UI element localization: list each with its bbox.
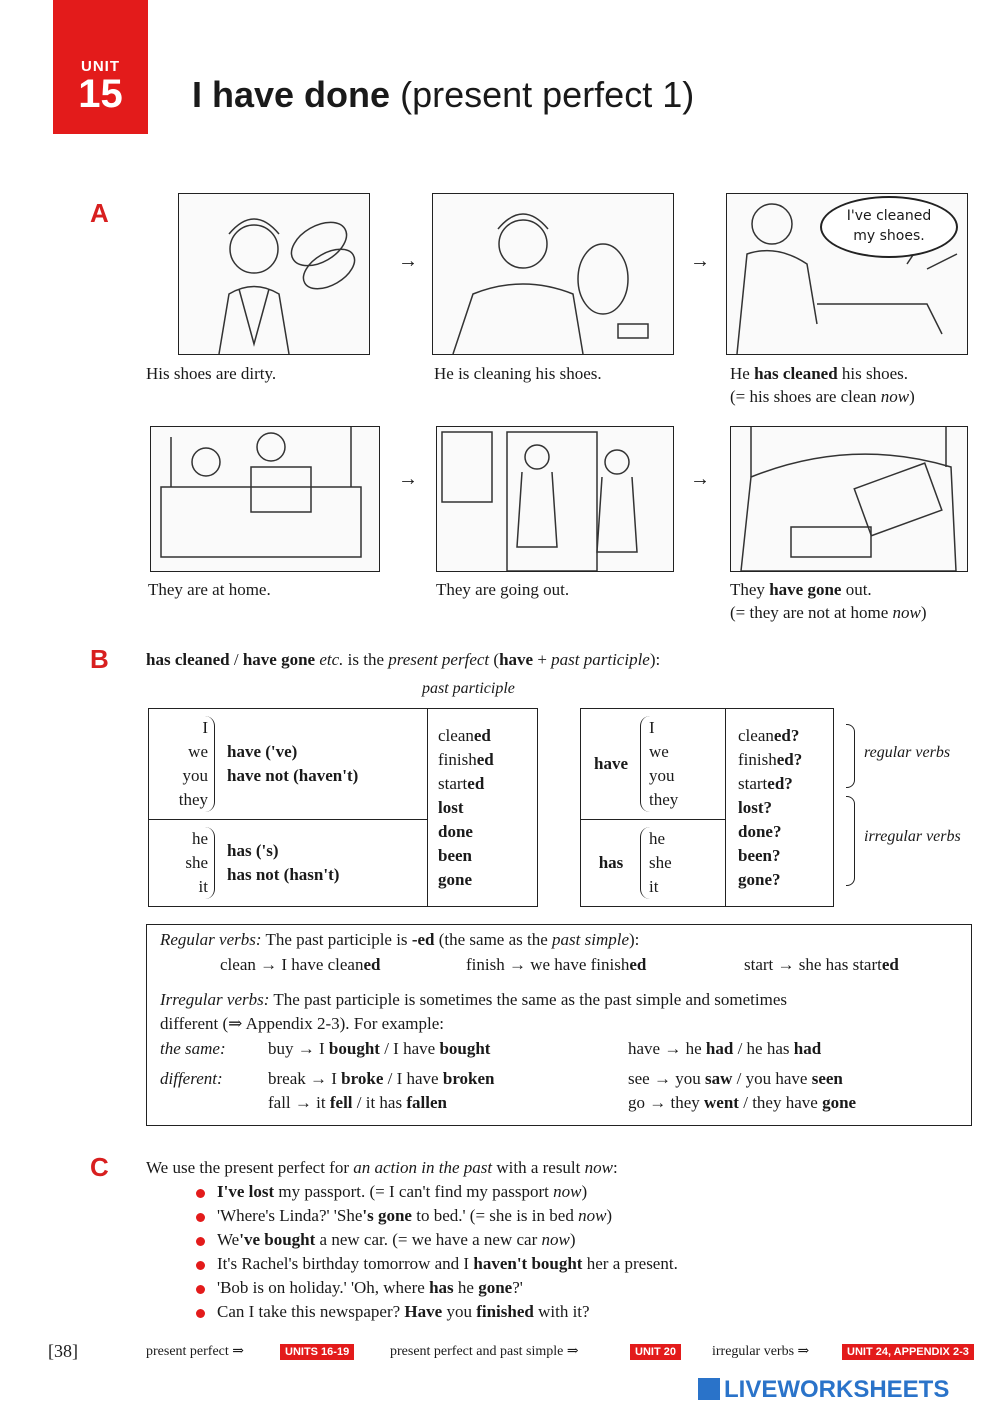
intro-text: is the: [343, 650, 389, 669]
pronoun: we: [188, 742, 208, 761]
participle: finished: [438, 749, 494, 769]
regular-example: start → she has started: [744, 955, 899, 974]
caption-cleaning: He is cleaning his shoes.: [434, 364, 602, 383]
regular-brace: [846, 724, 855, 788]
ref-badge-unit-20[interactable]: UNIT 20: [630, 1344, 681, 1360]
affirmative-table: [148, 708, 538, 907]
illustration-going-out: [436, 426, 674, 572]
caption-text: his shoes.: [837, 364, 909, 383]
intro-text: (: [489, 650, 500, 669]
unit-badge: [53, 0, 148, 134]
list-item: 'Where's Linda?' 'She's gone to bed.' (= she is in bed now): [217, 1206, 613, 1225]
regular-verbs-label: regular verbs: [864, 744, 951, 761]
section-a-label: A: [90, 198, 109, 228]
caption-has-cleaned: [730, 362, 915, 408]
caption-text: They: [730, 580, 770, 599]
participle: started?: [738, 773, 793, 793]
bullet-icon: [196, 1189, 205, 1198]
irregular-example: have → he had / he has had: [628, 1039, 822, 1058]
title-bold: I have done: [192, 74, 391, 115]
pronoun: you: [182, 766, 208, 785]
irregular-example: see → you saw / you have seen: [628, 1069, 843, 1088]
arrow-right-icon: →: [398, 468, 418, 490]
intro-bold: has cleaned: [146, 650, 230, 669]
section-c-intro: We use the present perfect for an action in the past with a result now:: [146, 1158, 618, 1177]
question-participle-column: [726, 709, 834, 907]
caption-italic: now: [880, 387, 910, 406]
pronoun: I: [202, 718, 208, 737]
regular-note: Regular verbs: The past participle is -ed (the same as the past simple):: [160, 930, 640, 949]
participle: started: [438, 773, 485, 793]
bullet-icon: [196, 1237, 205, 1246]
section-b-intro: [146, 650, 660, 670]
bullet-icon: [196, 1213, 205, 1222]
irregular-verbs-label: irregular verbs: [864, 828, 961, 845]
caption-bold: has cleaned: [754, 364, 838, 383]
list-item: It's Rachel's birthday tomorrow and I haven't bought her a present.: [217, 1254, 678, 1273]
ref-badge-units-16-19[interactable]: UNITS 16-19: [280, 1344, 354, 1360]
regular-example: finish → we have finished: [466, 955, 647, 974]
singular-row: [149, 820, 428, 907]
list-item: 'Bob is on holiday.' 'Oh, where has he gone?': [217, 1278, 523, 1297]
participle: done: [438, 821, 473, 841]
participle: cleaned: [438, 725, 491, 745]
caption-text: (= his shoes are clean: [730, 387, 881, 406]
participle: been: [438, 845, 472, 865]
same-label: the same:: [160, 1039, 226, 1058]
irregular-example: buy → I bought / I have bought: [268, 1039, 491, 1058]
caption-text: He: [730, 364, 755, 383]
caption-bold: have gone: [769, 580, 842, 599]
brand-name: LIVEWORKSHEETS: [724, 1376, 950, 1403]
page-number: [38]: [48, 1341, 78, 1361]
aux-form: has ('s): [227, 841, 279, 860]
pronoun: I: [649, 718, 655, 737]
irregular-example: break → I broke / I have broken: [268, 1069, 495, 1088]
question-table: [580, 708, 834, 907]
bubble-line-2: my shoes.: [853, 228, 925, 244]
participle: finished?: [738, 749, 803, 769]
participle: been?: [738, 845, 781, 865]
intro-text: ):: [649, 650, 661, 669]
section-c-label: C: [90, 1152, 109, 1182]
pronoun: she: [649, 853, 672, 872]
section-b-label: B: [90, 644, 109, 674]
caption-italic: now: [892, 603, 921, 622]
unit-number: 15: [78, 72, 123, 116]
illustration-gone-out: [730, 426, 968, 572]
intro-bold: have: [499, 650, 534, 669]
pronoun: they: [649, 790, 679, 809]
regular-example: clean → I have cleaned: [220, 955, 381, 974]
irregular-note: Irregular verbs: The past participle is sometimes the same as the past simple and sometimes: [160, 990, 787, 1009]
illustration-dirty-shoes: [178, 193, 370, 355]
irregular-note-2: different (⇒ Appendix 2-3). For example:: [160, 1014, 444, 1033]
caption-have-gone: [730, 578, 927, 624]
past-participle-heading: past participle: [422, 680, 515, 697]
bullet-icon: [196, 1285, 205, 1294]
unit-label: UNIT: [81, 58, 120, 75]
different-label: different:: [160, 1069, 223, 1088]
caption-text: ): [920, 603, 927, 622]
aux-form: have ('ve): [227, 742, 298, 761]
arrow-right-icon: →: [690, 250, 710, 272]
list-item: I've lost my passport. (= I can't find my passport now): [217, 1182, 588, 1201]
caption-text: ): [909, 387, 915, 406]
intro-text: /: [229, 650, 243, 669]
intro-italic: past participle: [551, 650, 650, 669]
question-aux: has: [598, 853, 624, 872]
pronoun: it: [649, 877, 659, 896]
ref-irregular-verbs[interactable]: irregular verbs ⇒: [712, 1344, 810, 1359]
question-aux: have: [594, 754, 628, 773]
illustration-at-home: [150, 426, 380, 572]
intro-text: +: [533, 650, 552, 669]
caption-text: out.: [841, 580, 872, 599]
participle: gone: [438, 869, 472, 889]
ref-present-perfect-past-simple[interactable]: present perfect and past simple ⇒: [390, 1344, 579, 1359]
arrow-right-icon: →: [690, 468, 710, 490]
plural-row: [149, 709, 428, 820]
bullet-icon: [196, 1261, 205, 1270]
bubble-line-1: I've cleaned: [846, 208, 932, 224]
bullet-icon: [196, 1309, 205, 1318]
illustration-cleaning-shoes: [432, 193, 674, 355]
caption-dirty: His shoes are dirty.: [146, 364, 277, 383]
aux-form: have not (haven't): [227, 766, 359, 785]
title-rest: (present perfect 1): [400, 74, 695, 115]
pronoun: we: [649, 742, 669, 761]
pronoun: he: [649, 829, 666, 848]
arrow-right-icon: →: [398, 250, 418, 272]
participle: gone?: [738, 869, 781, 889]
have-question-row: [581, 709, 726, 820]
caption-text: (= they are not at home: [730, 603, 893, 622]
pronoun: they: [178, 790, 208, 809]
ref-present-perfect[interactable]: present perfect ⇒: [146, 1344, 245, 1359]
caption-going-out: They are going out.: [436, 580, 570, 599]
participle: cleaned?: [738, 725, 800, 745]
pronoun: you: [649, 766, 675, 785]
has-question-row: [581, 820, 726, 907]
intro-italic: present perfect: [388, 650, 490, 669]
participle: lost: [438, 797, 464, 817]
intro-bold: have gone: [242, 650, 316, 669]
liveworksheets-logo-icon: [698, 1378, 720, 1400]
intro-italic: etc.: [319, 650, 344, 669]
pronoun: it: [198, 877, 208, 896]
list-item: Can I take this newspaper? Have you finished with it?: [217, 1302, 590, 1321]
irregular-example: fall → it fell / it has fallen: [268, 1093, 447, 1112]
page-title: [192, 74, 694, 116]
speech-bubble: [820, 196, 958, 258]
list-item: We've bought a new car. (= we have a new car now): [217, 1230, 576, 1249]
aux-form: has not (hasn't): [227, 865, 340, 884]
caption-at-home: They are at home.: [148, 580, 271, 599]
participle: done?: [738, 821, 782, 841]
pronoun: she: [185, 853, 208, 872]
ref-badge-unit-24[interactable]: UNIT 24, APPENDIX 2-3: [842, 1344, 974, 1360]
participle-column: [428, 709, 538, 907]
pronoun: he: [191, 829, 208, 848]
irregular-example: go → they went / they have gone: [628, 1093, 857, 1112]
participle: lost?: [738, 797, 772, 817]
irregular-brace: [846, 796, 855, 886]
